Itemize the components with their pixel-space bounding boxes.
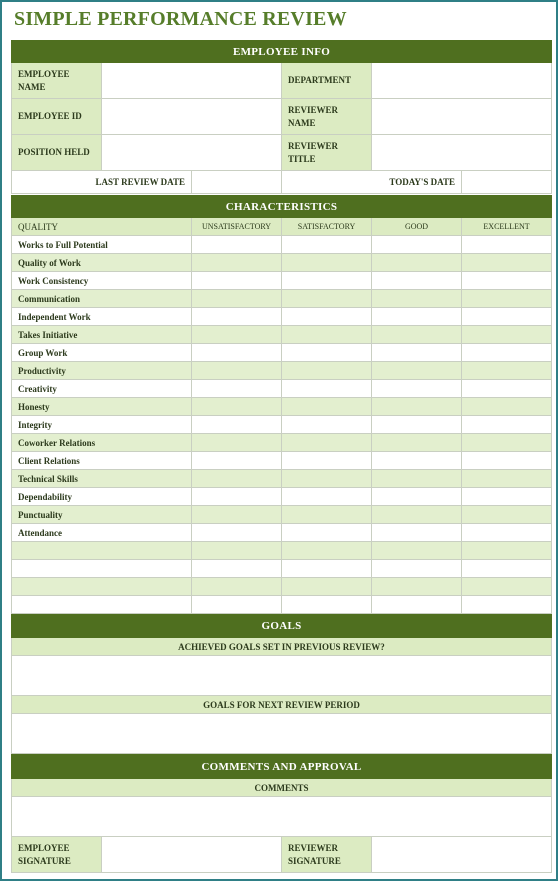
rating-cell-unsatisfactory[interactable] [192, 578, 282, 596]
rating-cell-excellent[interactable] [462, 398, 552, 416]
quality-label: Creativity [12, 380, 192, 398]
rating-cell-good[interactable] [372, 596, 462, 614]
comments-table [11, 754, 552, 837]
rating-cell-satisfactory[interactable] [282, 398, 372, 416]
achieved-goals-field[interactable] [12, 656, 552, 696]
position-held-label: POSITION HELD [12, 135, 102, 171]
rating-cell-excellent[interactable] [462, 344, 552, 362]
rating-cell-excellent[interactable] [462, 290, 552, 308]
last-review-date-label: LAST REVIEW DATE [12, 171, 192, 194]
rating-cell-satisfactory[interactable] [282, 290, 372, 308]
rating-cell-satisfactory[interactable] [282, 362, 372, 380]
reviewer-title-field[interactable] [372, 135, 552, 171]
quality-label: Works to Full Potential [12, 236, 192, 254]
rating-cell-excellent[interactable] [462, 434, 552, 452]
rating-cell-good[interactable] [372, 434, 462, 452]
rating-cell-unsatisfactory[interactable] [192, 344, 282, 362]
quality-row [12, 506, 552, 524]
quality-label [12, 560, 192, 578]
rating-cell-good[interactable] [372, 506, 462, 524]
rating-cell-good[interactable] [372, 488, 462, 506]
department-label: DEPARTMENT [282, 63, 372, 99]
column-quality: QUALITY [12, 218, 192, 236]
last-review-date-field[interactable] [192, 171, 282, 194]
quality-label: Honesty [12, 398, 192, 416]
employee-info-table [11, 40, 552, 171]
rating-cell-excellent[interactable] [462, 578, 552, 596]
quality-row [12, 488, 552, 506]
quality-label: Technical Skills [12, 470, 192, 488]
quality-row [12, 254, 552, 272]
rating-cell-unsatisfactory[interactable] [192, 542, 282, 560]
rating-cell-satisfactory[interactable] [282, 308, 372, 326]
rating-cell-satisfactory[interactable] [282, 434, 372, 452]
quality-row [12, 236, 552, 254]
rating-cell-excellent[interactable] [462, 380, 552, 398]
quality-label [12, 578, 192, 596]
review-dates-table [11, 170, 552, 194]
quality-label [12, 596, 192, 614]
rating-cell-excellent[interactable] [462, 254, 552, 272]
reviewer-name-field[interactable] [372, 99, 552, 135]
rating-cell-good[interactable] [372, 398, 462, 416]
quality-row [12, 380, 552, 398]
rating-cell-satisfactory[interactable] [282, 578, 372, 596]
quality-label: Independent Work [12, 308, 192, 326]
rating-cell-excellent[interactable] [462, 272, 552, 290]
rating-cell-satisfactory[interactable] [282, 506, 372, 524]
rating-cell-good[interactable] [372, 560, 462, 578]
reviewer-name-label: REVIEWER NAME [282, 99, 372, 135]
quality-row [12, 452, 552, 470]
quality-row [12, 398, 552, 416]
comments-header: COMMENTS AND APPROVAL [12, 755, 552, 779]
employee-info-header: EMPLOYEE INFO [12, 41, 552, 63]
quality-row [12, 308, 552, 326]
rating-cell-good[interactable] [372, 344, 462, 362]
rating-cell-satisfactory[interactable] [282, 416, 372, 434]
rating-cell-satisfactory[interactable] [282, 236, 372, 254]
quality-row [12, 596, 552, 614]
employee-id-field[interactable] [102, 99, 282, 135]
rating-cell-good[interactable] [372, 290, 462, 308]
rating-cell-excellent[interactable] [462, 236, 552, 254]
quality-row [12, 344, 552, 362]
rating-cell-satisfactory[interactable] [282, 452, 372, 470]
quality-row [12, 560, 552, 578]
rating-cell-good[interactable] [372, 524, 462, 542]
rating-cell-good[interactable] [372, 578, 462, 596]
rating-cell-unsatisfactory[interactable] [192, 434, 282, 452]
rating-cell-unsatisfactory[interactable] [192, 596, 282, 614]
position-held-field[interactable] [102, 135, 282, 171]
rating-cell-satisfactory[interactable] [282, 272, 372, 290]
rating-cell-unsatisfactory[interactable] [192, 326, 282, 344]
quality-label: Productivity [12, 362, 192, 380]
reviewer-title-label: REVIEWER TITLE [282, 135, 372, 171]
rating-cell-unsatisfactory[interactable] [192, 290, 282, 308]
rating-cell-good[interactable] [372, 470, 462, 488]
rating-cell-unsatisfactory[interactable] [192, 398, 282, 416]
next-goals-label: GOALS FOR NEXT REVIEW PERIOD [12, 696, 552, 714]
quality-row [12, 272, 552, 290]
next-goals-field[interactable] [12, 714, 552, 754]
rating-cell-excellent[interactable] [462, 488, 552, 506]
rating-cell-unsatisfactory[interactable] [192, 308, 282, 326]
rating-cell-excellent[interactable] [462, 524, 552, 542]
page-title: SIMPLE PERFORMANCE REVIEW [14, 8, 347, 30]
rating-cell-excellent[interactable] [462, 596, 552, 614]
signature-table [11, 836, 552, 873]
rating-cell-excellent[interactable] [462, 452, 552, 470]
quality-label: Work Consistency [12, 272, 192, 290]
rating-cell-good[interactable] [372, 452, 462, 470]
column-satisfactory: SATISFACTORY [282, 218, 372, 236]
rating-cell-satisfactory[interactable] [282, 326, 372, 344]
rating-cell-excellent[interactable] [462, 308, 552, 326]
goals-table [11, 614, 552, 754]
quality-label: Dependability [12, 488, 192, 506]
rating-cell-good[interactable] [372, 272, 462, 290]
characteristics-header: CHARACTERISTICS [12, 196, 552, 218]
quality-row [12, 524, 552, 542]
quality-label: Punctuality [12, 506, 192, 524]
quality-row [12, 362, 552, 380]
rating-cell-good[interactable] [372, 416, 462, 434]
rating-cell-excellent[interactable] [462, 470, 552, 488]
rating-cell-good[interactable] [372, 362, 462, 380]
employee-name-label: EMPLOYEE NAME [12, 63, 102, 99]
employee-name-field[interactable] [102, 63, 282, 99]
rating-cell-excellent[interactable] [462, 542, 552, 560]
quality-label: Group Work [12, 344, 192, 362]
rating-cell-unsatisfactory[interactable] [192, 254, 282, 272]
rating-cell-satisfactory[interactable] [282, 524, 372, 542]
comments-field[interactable] [12, 797, 552, 837]
rating-cell-satisfactory[interactable] [282, 596, 372, 614]
rating-cell-unsatisfactory[interactable] [192, 488, 282, 506]
quality-label: Integrity [12, 416, 192, 434]
rating-cell-unsatisfactory[interactable] [192, 452, 282, 470]
quality-label [12, 542, 192, 560]
quality-label: Client Relations [12, 452, 192, 470]
rating-cell-satisfactory[interactable] [282, 542, 372, 560]
characteristics-table [11, 195, 552, 614]
reviewer-signature-field[interactable] [372, 837, 552, 873]
rating-cell-good[interactable] [372, 308, 462, 326]
rating-cell-excellent[interactable] [462, 506, 552, 524]
rating-cell-unsatisfactory[interactable] [192, 470, 282, 488]
quality-row [12, 326, 552, 344]
rating-cell-excellent[interactable] [462, 326, 552, 344]
rating-cell-unsatisfactory[interactable] [192, 524, 282, 542]
rating-cell-unsatisfactory[interactable] [192, 272, 282, 290]
rating-cell-unsatisfactory[interactable] [192, 560, 282, 578]
quality-row [12, 290, 552, 308]
quality-row [12, 434, 552, 452]
achieved-goals-label: ACHIEVED GOALS SET IN PREVIOUS REVIEW? [12, 638, 552, 656]
department-field[interactable] [372, 63, 552, 99]
column-unsatisfactory: UNSATISFACTORY [192, 218, 282, 236]
rating-cell-unsatisfactory[interactable] [192, 236, 282, 254]
rating-cell-good[interactable] [372, 254, 462, 272]
rating-cell-good[interactable] [372, 326, 462, 344]
quality-row [12, 470, 552, 488]
quality-label: Communication [12, 290, 192, 308]
employee-signature-label: EMPLOYEE SIGNATURE [12, 837, 102, 873]
rating-cell-unsatisfactory[interactable] [192, 380, 282, 398]
rating-cell-excellent[interactable] [462, 560, 552, 578]
reviewer-signature-label: REVIEWER SIGNATURE [282, 837, 372, 873]
comments-label: COMMENTS [12, 779, 552, 797]
goals-header: GOALS [12, 615, 552, 638]
rating-cell-satisfactory[interactable] [282, 488, 372, 506]
rating-cell-unsatisfactory[interactable] [192, 416, 282, 434]
column-excellent: EXCELLENT [462, 218, 552, 236]
rating-cell-unsatisfactory[interactable] [192, 362, 282, 380]
quality-label: Quality of Work [12, 254, 192, 272]
employee-signature-field[interactable] [102, 837, 282, 873]
characteristics-rows [12, 236, 552, 614]
rating-cell-good[interactable] [372, 542, 462, 560]
quality-label: Attendance [12, 524, 192, 542]
todays-date-label: TODAY'S DATE [282, 171, 462, 194]
employee-id-label: EMPLOYEE ID [12, 99, 102, 135]
rating-cell-unsatisfactory[interactable] [192, 506, 282, 524]
rating-cell-satisfactory[interactable] [282, 254, 372, 272]
todays-date-field[interactable] [462, 171, 552, 194]
rating-cell-good[interactable] [372, 236, 462, 254]
quality-row [12, 542, 552, 560]
column-good: GOOD [372, 218, 462, 236]
rating-cell-excellent[interactable] [462, 362, 552, 380]
rating-cell-satisfactory[interactable] [282, 560, 372, 578]
rating-cell-satisfactory[interactable] [282, 470, 372, 488]
quality-row [12, 416, 552, 434]
quality-label: Takes Initiative [12, 326, 192, 344]
quality-label: Coworker Relations [12, 434, 192, 452]
rating-cell-good[interactable] [372, 380, 462, 398]
rating-cell-excellent[interactable] [462, 416, 552, 434]
rating-cell-satisfactory[interactable] [282, 344, 372, 362]
rating-cell-satisfactory[interactable] [282, 380, 372, 398]
quality-row [12, 578, 552, 596]
